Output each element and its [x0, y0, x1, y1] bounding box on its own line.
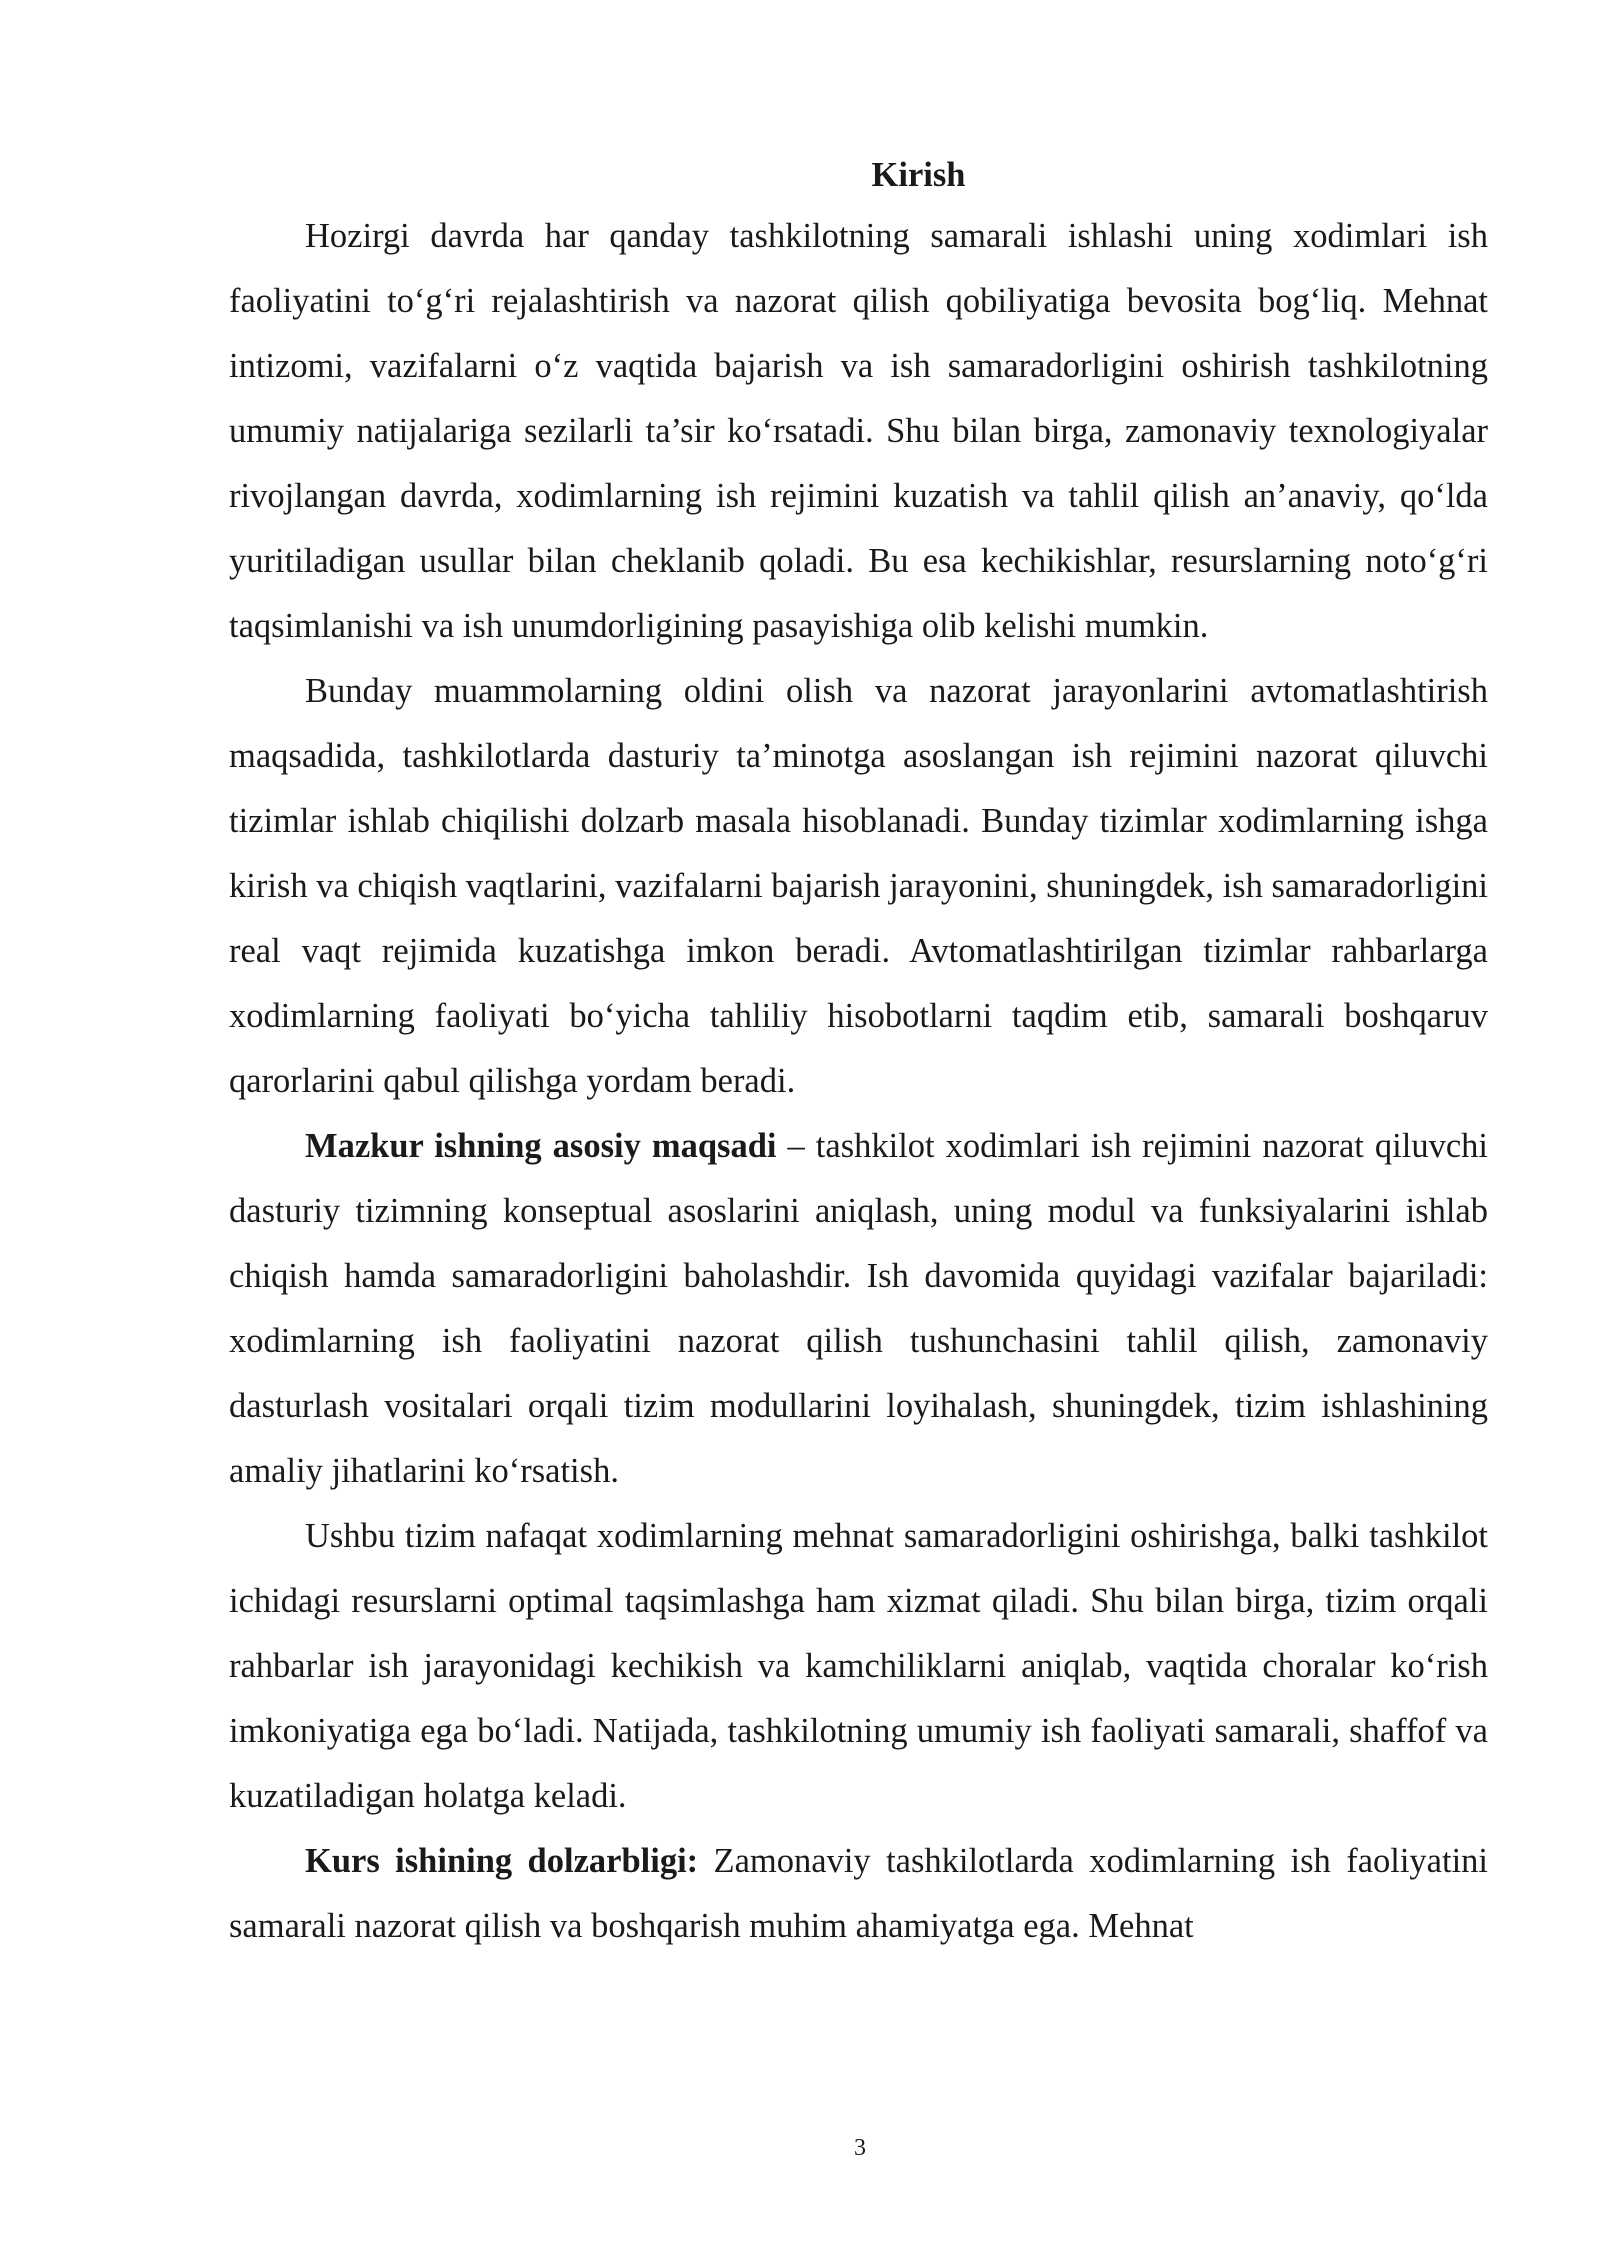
page-content: [229, 146, 1488, 1959]
paragraph-text: Bunday muammolarning oldini olish va nazorat jarayonlarini avtomatlashtirish maqsadida, tashkilotlarda dasturiy ta’minotga asoslangan ish rejimini nazorat qiluvchi tizimlar ishlab chiqilishi dolzarb masala hisoblanadi. Bunday tizimlar xodimlarning ishga kirish va chiqish vaqtlarini, vazifalarni bajarish jarayonini, shuningdek, ish samaradorligini real vaqt rejimida kuzatishga imkon beradi. Avtomatlashtirilgan tizimlar rahbarlarga xodimlarning faoliyati bo‘yicha tahliliy hisobotlarni taqdim etib, samarali boshqaruv qarorlarini qabul qilishga yordam beradi.: [229, 672, 1488, 1100]
paragraph-text: – tashkilot xodimlari ish rejimini nazorat qiluvchi dasturiy tizimning konseptual asoslarini aniqlash, uning modul va funksiyalarini ishlab chiqish hamda samaradorligini baholashdir. Ish davomida quyidagi vazifalar bajariladi: xodimlarning ish faoliyatini nazorat qilish tushunchasini tahlil qilish, zamonaviy dasturlash vositalari orqali tizim modullarini loyihalash, shuningdek, tizim ishlashining amaliy jihatlarini ko‘rsatish.: [229, 1127, 1488, 1490]
paragraph-4: [229, 1504, 1488, 1829]
paragraph-2: [229, 659, 1488, 1114]
paragraph-text: Ushbu tizim nafaqat xodimlarning mehnat samaradorligini oshirishga, balki tashkilot ichidagi resurslarni optimal taqsimlashga ham xizmat qiladi. Shu bilan birga, tizim orqali rahbarlar ish jarayonidagi kechikish va kamchiliklarni aniqlab, vaqtida choralar ko‘rish imkoniyatiga ega bo‘ladi. Natijada, tashkilotning umumiy ish faoliyati samarali, shaffof va kuzatiladigan holatga keladi.: [229, 1517, 1488, 1815]
paragraph-1: [229, 204, 1488, 659]
paragraph-5: [229, 1829, 1488, 1959]
paragraph-text: Hozirgi davrda har qanday tashkilotning samarali ishlashi uning xodimlari ish faoliyatini to‘g‘ri rejalashtirish va nazorat qilish qobiliyatiga bevosita bog‘liq. Mehnat intizomi, vazifalarni o‘z vaqtida bajarish va ish samaradorligini oshirish tashkilotning umumiy natijalariga sezilarli ta’sir ko‘rsatadi. Shu bilan birga, zamonaviy texnologiyalar rivojlangan davrda, xodimlarning ish rejimini kuzatish va tahlil qilish an’anaviy, qo‘lda yuritiladigan usullar bilan cheklanib qoladi. Bu esa kechikishlar, resurslarning noto‘g‘ri taqsimlanishi va ish unumdorligining pasayishiga olib kelishi mumkin.: [229, 217, 1488, 645]
paragraph-text: Zamonaviy tashkilotlarda xodimlarning ish faoliyatini samarali nazorat qilish va boshqarish muhim ahamiyatga ega. Mehnat: [229, 1842, 1488, 1945]
paragraph-lead: Kurs ishining dolzarbligi:: [305, 1842, 699, 1880]
paragraph-3: [229, 1114, 1488, 1504]
paragraph-lead: Mazkur ishning asosiy maqsadi: [305, 1127, 777, 1165]
section-title: Kirish: [871, 156, 966, 194]
page-number: 3: [854, 2135, 866, 2161]
